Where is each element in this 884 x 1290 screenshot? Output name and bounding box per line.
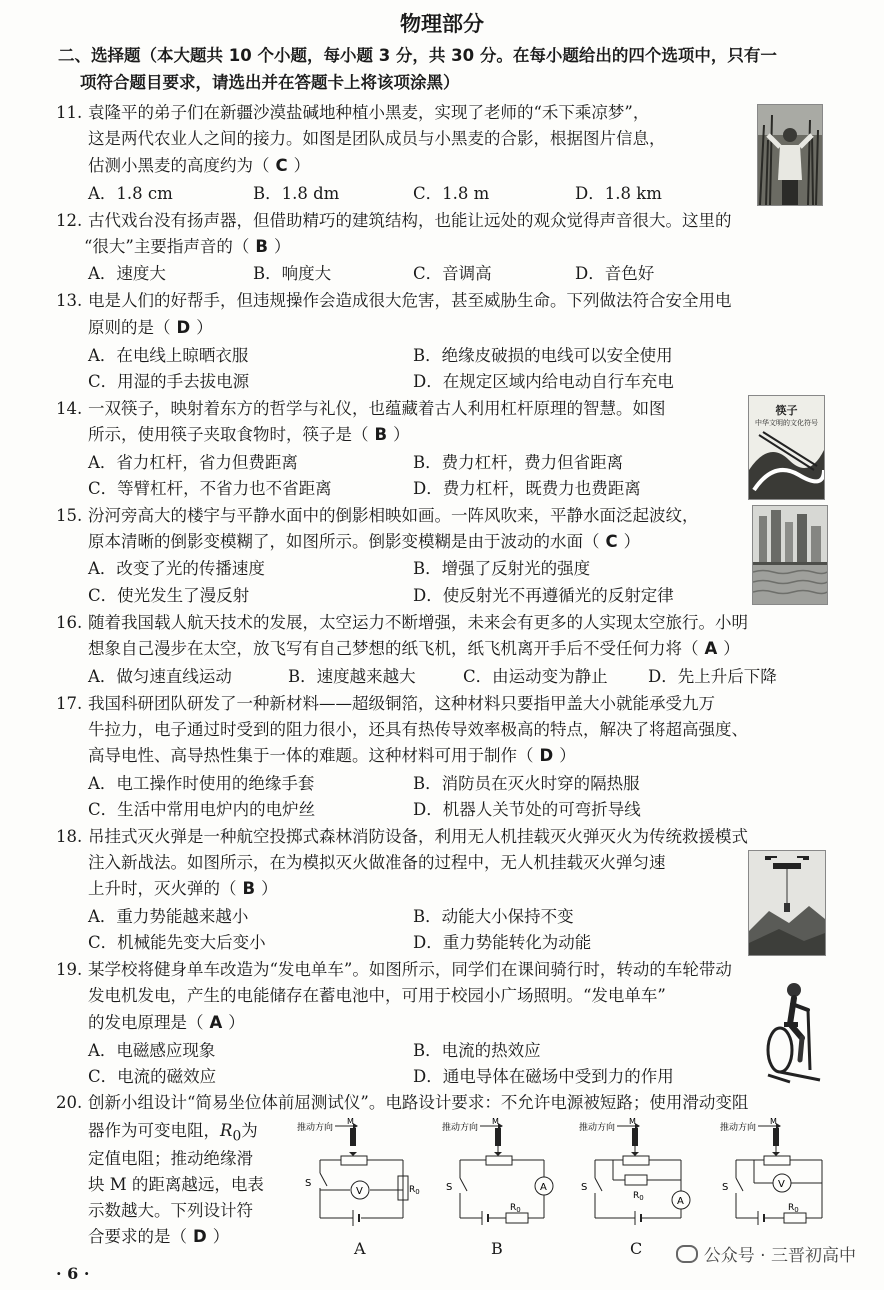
q18-line3 bbox=[88, 878, 278, 900]
circuit-a-caption: A bbox=[354, 1239, 366, 1258]
q15-close: ） bbox=[623, 532, 641, 551]
q16-option-c: C．由运动变为静止 bbox=[463, 667, 608, 686]
q14-line1 bbox=[56, 398, 666, 420]
wechat-watermark bbox=[676, 1241, 856, 1266]
q11-text1: 袁隆平的弟子们在新疆沙漠盐碱地种植小黑麦，实现了老师的“禾下乘凉梦”， bbox=[88, 103, 650, 122]
circuit-d-push-label: 推动方向 bbox=[720, 1123, 757, 1133]
q12-option-b: B．响度大 bbox=[253, 264, 332, 283]
q12-line1 bbox=[56, 210, 732, 232]
q16-option-d: D．先上升后下降 bbox=[648, 667, 777, 686]
q13-answer: D bbox=[176, 318, 191, 337]
q16-option-a: A．做匀速直线运动 bbox=[88, 667, 232, 686]
q13-number: 13. bbox=[56, 291, 83, 310]
q19-option-c: C．电流的磁效应 bbox=[88, 1067, 217, 1086]
q19-line3 bbox=[88, 1012, 245, 1034]
q14-close: ） bbox=[393, 425, 410, 444]
q11-line3 bbox=[88, 155, 310, 177]
q14-text2: 所示，使用筷子夹取食物时，筷子是（ bbox=[88, 425, 369, 444]
q16-answer: A bbox=[704, 639, 718, 658]
q16-number: 16. bbox=[56, 613, 83, 632]
q17-text3: 高导电性、高导热性集于一体的难题。这种材料可用于制作（ bbox=[88, 746, 534, 765]
q13-option-c: C．用湿的手去拔电源 bbox=[88, 372, 250, 391]
q13-option-a: A．在电线上晾晒衣服 bbox=[88, 346, 249, 365]
q13-option-b: B．绝缘皮破损的电线可以安全使用 bbox=[413, 346, 673, 365]
page-number: · 6 · bbox=[56, 1264, 90, 1283]
q15-option-a: A．改变了光的传播速度 bbox=[88, 559, 265, 578]
q12-option-d: D．音色好 bbox=[575, 264, 655, 283]
q15-number: 15. bbox=[56, 506, 83, 525]
q20-close: ） bbox=[212, 1227, 230, 1246]
q20-text2: 器作为可变电阻， bbox=[88, 1121, 220, 1140]
circuit-d-r0-label: $R_0$ bbox=[788, 1203, 799, 1214]
q18-close: ） bbox=[261, 879, 278, 898]
q13-line2 bbox=[88, 317, 213, 339]
q17-close: ） bbox=[559, 746, 576, 765]
q18-number: 18. bbox=[56, 827, 83, 846]
q15-option-c: C．使光发生了漫反射 bbox=[88, 586, 250, 605]
q20-text3: 定值电阻；推动绝缘滑 bbox=[88, 1149, 253, 1168]
q18-option-b: B．动能大小保持不变 bbox=[413, 907, 574, 926]
q12-close: ） bbox=[273, 237, 291, 256]
q12-number: 12. bbox=[56, 211, 83, 230]
circuit-a-push-label: 推动方向 bbox=[297, 1123, 334, 1133]
q14-option-a: A．省力杠杆，省力但费距离 bbox=[88, 453, 298, 472]
q15-option-d: D．使反射光不再遵循光的反射定律 bbox=[413, 586, 674, 605]
circuit-c-switch-label: S bbox=[581, 1182, 588, 1193]
q17-answer: D bbox=[539, 746, 554, 765]
q20-text6: 合要求的是（ bbox=[88, 1227, 187, 1246]
circuit-c-r0-label: $R_0$ bbox=[633, 1191, 644, 1202]
q19-number: 19. bbox=[56, 960, 83, 979]
q17-line1 bbox=[56, 693, 715, 715]
circuit-c-caption: C bbox=[630, 1239, 643, 1258]
q15-river-reflection-photo bbox=[752, 505, 828, 605]
q14-number: 14. bbox=[56, 399, 83, 418]
q19-option-a: A．电磁感应现象 bbox=[88, 1041, 216, 1060]
q19-answer: A bbox=[209, 1013, 223, 1032]
q14-line2 bbox=[88, 424, 410, 446]
q20-line1 bbox=[56, 1092, 748, 1114]
q16-text1: 随着我国载人航天技术的发展，太空运力不断增强，未来会有更多的人实现太空旅行。小明 bbox=[88, 613, 748, 632]
q17-option-a: A．电工操作时使用的绝缘手套 bbox=[88, 774, 315, 793]
circuit-a-m-label: M bbox=[347, 1118, 354, 1126]
q19-bike-illustration bbox=[750, 980, 828, 1090]
q11-answer: C bbox=[275, 156, 288, 175]
q14-text1: 一双筷子，映射着东方的哲学与礼仪，也蕴藏着古人利用杠杆原理的智慧。如图 bbox=[88, 399, 666, 418]
q14-book-subtitle: 中华文明的文化符号 bbox=[755, 419, 818, 427]
q11-line1 bbox=[56, 102, 649, 124]
q11-option-c: C．1.8 m bbox=[413, 184, 490, 203]
q16-option-b: B．速度越来越大 bbox=[288, 667, 416, 686]
q17-text2: 牛拉力，电子通过时受到的阻力很小，还具有热传导效率极高的特点，解决了将超高强度、 bbox=[88, 720, 748, 739]
q11-option-d: D．1.8 km bbox=[575, 184, 662, 203]
circuit-a-switch-label: S bbox=[305, 1178, 312, 1189]
q19-line1 bbox=[56, 959, 732, 981]
q12-option-c: C．音调高 bbox=[413, 264, 492, 283]
q17-option-b: B．消防员在灭火时穿的隔热服 bbox=[413, 774, 640, 793]
q17-option-c: C．生活中常用电炉内的电炉丝 bbox=[88, 800, 316, 819]
q20-line6 bbox=[88, 1226, 229, 1248]
q11-text2: 这是两代农业人之间的接力。如图是团队成员与小黑麦的合影，根据图片信息， bbox=[88, 129, 666, 148]
q18-drone-photo bbox=[748, 850, 826, 956]
q11-option-b: B．1.8 dm bbox=[253, 184, 340, 203]
q20-text4: 块 M 的距离越远，电表 bbox=[88, 1175, 264, 1194]
q18-text3: 上升时，灭火弹的（ bbox=[88, 879, 237, 898]
circuit-b-m-label: M bbox=[492, 1118, 499, 1126]
circuit-b-push-label: 推动方向 bbox=[442, 1123, 479, 1133]
q13-text2: 原则的是（ bbox=[88, 318, 171, 337]
circuit-c-push-label: 推动方向 bbox=[579, 1123, 616, 1133]
q14-option-d: D．费力杠杆，既费力也费距离 bbox=[413, 479, 641, 498]
q20-text2b: 为 bbox=[241, 1121, 258, 1140]
q16-text2: 想象自己漫步在太空，放飞写有自己梦想的纸飞机，纸飞机离开手后不受任何力将（ bbox=[88, 639, 699, 658]
q19-option-d: D．通电导体在磁场中受到力的作用 bbox=[413, 1067, 674, 1086]
q17-line3 bbox=[88, 745, 576, 767]
q17-number: 17. bbox=[56, 694, 83, 713]
q20-text1: 创新小组设计“简易坐位体前屈测试仪”。电路设计要求：不允许电源被短路；使用滑动变阻 bbox=[88, 1093, 749, 1112]
q20-r0-symbol: R bbox=[220, 1121, 233, 1140]
q19-text1: 某学校将健身单车改造为“发电单车”。如图所示，同学们在课间骑行时，转动的车轮带动 bbox=[88, 960, 732, 979]
q11-wheat-photo bbox=[757, 104, 823, 206]
q12-line2 bbox=[84, 236, 290, 258]
q20-line2 bbox=[88, 1120, 258, 1147]
circuit-c-ammeter-label: A bbox=[677, 1196, 684, 1207]
circuit-d-switch-label: S bbox=[722, 1182, 729, 1193]
q16-line2 bbox=[88, 638, 740, 660]
q18-line1 bbox=[56, 826, 748, 848]
q19-text2: 发电机发电，产生的电能储存在蓄电池中，可用于校园小广场照明。“发电单车” bbox=[88, 986, 666, 1005]
q13-text1: 电是人们的好帮手，但违规操作会造成很大危害，甚至威胁生命。下列做法符合安全用电 bbox=[88, 291, 732, 310]
circuit-a-voltmeter-label: V bbox=[356, 1186, 363, 1197]
q18-text2: 注入新战法。如图所示，在为模拟灭火做准备的过程中，无人机挂载灭火弹匀速 bbox=[88, 853, 666, 872]
wechat-icon bbox=[676, 1245, 698, 1263]
q12-answer: B bbox=[255, 237, 268, 256]
circuit-diagram-d bbox=[718, 1118, 838, 1236]
page-title: 物理部分 bbox=[400, 12, 484, 36]
q17-option-d: D．机器人关节处的可弯折导线 bbox=[413, 800, 641, 819]
circuit-diagram-b bbox=[440, 1118, 560, 1236]
q15-text1: 汾河旁高大的楼宇与平静水面中的倒影相映如画。一阵风吹来，平静水面泛起波纹， bbox=[88, 506, 699, 525]
q15-line1 bbox=[56, 505, 699, 527]
q13-close: ） bbox=[196, 318, 213, 337]
q18-option-c: C．机械能先变大后变小 bbox=[88, 933, 266, 952]
q11-text3: 估测小黑麦的高度约为（ bbox=[88, 156, 270, 175]
q13-option-d: D．在规定区域内给电动自行车充电 bbox=[413, 372, 674, 391]
q19-text3: 的发电原理是（ bbox=[88, 1013, 204, 1032]
q14-option-c: C．等臂杠杆，不省力也不省距离 bbox=[88, 479, 332, 498]
q14-book-title: 筷子 bbox=[775, 404, 798, 417]
q16-line1 bbox=[56, 612, 748, 634]
q14-chopsticks-book-cover bbox=[748, 395, 825, 500]
q12-text2: “很大”主要指声音的（ bbox=[84, 237, 250, 256]
watermark-text: 公众号 · 三晋初高中 bbox=[703, 1246, 856, 1266]
q18-option-d: D．重力势能转化为动能 bbox=[413, 933, 592, 952]
q20-r0-subscript: 0 bbox=[232, 1128, 242, 1145]
q19-close: ） bbox=[228, 1013, 245, 1032]
q12-text1: 古代戏台没有扬声器，但借助精巧的建筑结构，也能让远处的观众觉得声音很大。这里的 bbox=[88, 211, 732, 230]
q19-option-b: B．电流的热效应 bbox=[413, 1041, 541, 1060]
q14-answer: B bbox=[374, 425, 388, 444]
circuit-diagram-c bbox=[577, 1118, 697, 1236]
q12-option-a: A．速度大 bbox=[88, 264, 166, 283]
q15-line2 bbox=[88, 531, 640, 553]
q20-text5: 示数越大。下列设计符 bbox=[88, 1201, 253, 1220]
q18-option-a: A．重力势能越来越小 bbox=[88, 907, 249, 926]
q14-option-b: B．费力杠杆，费力但省距离 bbox=[413, 453, 624, 472]
q18-text1: 吊挂式灭火弹是一种航空投掷式森林消防设备，利用无人机挂载灭火弹灭火为传统救援模式 bbox=[88, 827, 748, 846]
circuit-b-caption: B bbox=[491, 1239, 503, 1258]
q20-number: 20. bbox=[56, 1093, 83, 1112]
section-heading-line2: 项符合题目要求，请选出并在答题卡上将该项涂黑） bbox=[80, 73, 460, 92]
q11-option-a: A．1.8 cm bbox=[88, 184, 173, 203]
section-heading-line1: 二、选择题（本大题共 10 个小题，每小题 3 分，共 30 分。在每小题给出的四个选项中，只有一 bbox=[58, 46, 777, 65]
circuit-b-r0-label: $R_0$ bbox=[510, 1203, 521, 1214]
q13-line1 bbox=[56, 290, 732, 312]
circuit-b-ammeter-label: A bbox=[540, 1182, 547, 1193]
circuit-c-m-label: M bbox=[629, 1118, 636, 1126]
q18-answer: B bbox=[242, 879, 256, 898]
q20-answer: D bbox=[193, 1227, 207, 1246]
circuit-d-m-label: M bbox=[770, 1118, 777, 1126]
circuit-b-switch-label: S bbox=[446, 1182, 453, 1193]
circuit-d-voltmeter-label: V bbox=[778, 1179, 785, 1190]
q11-close: ） bbox=[293, 156, 311, 175]
q15-option-b: B．增强了反射光的强度 bbox=[413, 559, 591, 578]
q17-text1: 我国科研团队研发了一种新材料——超级铜箔，这种材料只要指甲盖大小就能承受九万 bbox=[88, 694, 715, 713]
circuit-diagram-a bbox=[295, 1118, 425, 1236]
q15-answer: C bbox=[605, 532, 618, 551]
q11-number: 11. bbox=[56, 103, 83, 122]
q15-text2: 原本清晰的倒影变模糊了，如图所示。倒影变模糊是由于波动的水面（ bbox=[88, 532, 600, 551]
q16-close: ） bbox=[723, 639, 740, 658]
circuit-a-r0-label: $R_0$ bbox=[409, 1185, 420, 1196]
